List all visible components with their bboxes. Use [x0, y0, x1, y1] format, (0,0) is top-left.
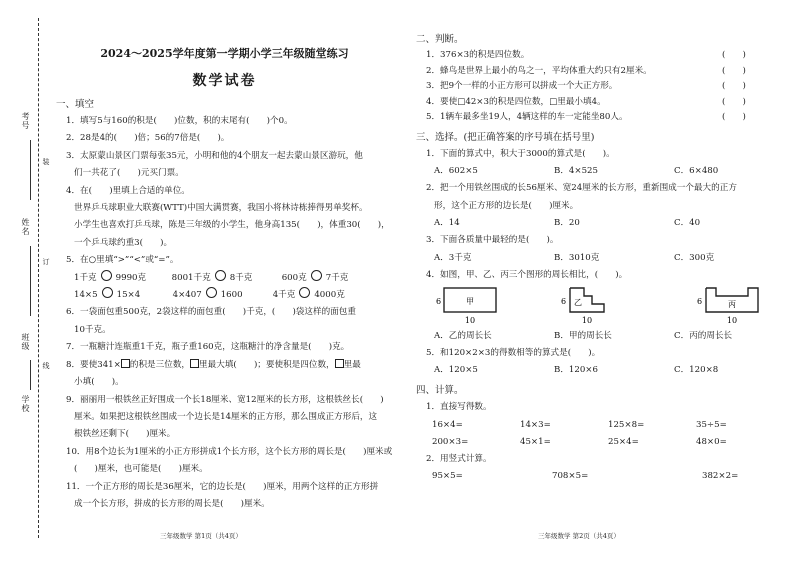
answer-box[interactable]	[121, 359, 130, 368]
margin-label-name: 姓名	[21, 218, 30, 236]
calc-sub-2: 2．用竖式计算。	[426, 453, 492, 464]
margin-write-line	[30, 246, 31, 316]
exam-subject: 数学试卷	[192, 73, 257, 89]
question-10: 10．用8个边长为1厘米的小正方形拼成1个长方形，这个长方形的周长是( )厘米或	[66, 446, 393, 457]
judge-item	[412, 95, 782, 111]
question-8-text: 里最大填( )；要使积是四位数，	[199, 359, 335, 370]
option-a[interactable]: A．3千克	[434, 252, 472, 263]
judge-item	[412, 48, 782, 64]
figure-jia-label: 甲	[466, 297, 474, 306]
compare-right: 1600	[220, 290, 243, 301]
judge-text: 3．把9个一样的小正方形可以拼成一个大正方形。	[426, 81, 618, 92]
question-11: 11．一个正方形的周长是36厘米，它的边长是( )厘米，用两个这样的正方形拼	[66, 481, 379, 492]
figure-bing-label: 丙	[728, 300, 736, 309]
section-heading-fill: 一、填空	[56, 99, 95, 110]
question-3: 3．太原蒙山景区门票每张35元，小明和他的4个朋友一起去蒙山景区游玩，他	[66, 150, 363, 161]
compare-left: 8001千克	[171, 272, 211, 283]
option-b[interactable]: B．4×525	[554, 166, 598, 177]
calc-row-2	[412, 434, 782, 451]
right-column	[412, 28, 782, 485]
judge-paren[interactable]: ( )	[722, 96, 746, 107]
judge-item	[412, 64, 782, 80]
calc-item: 708×5=	[552, 471, 589, 482]
calc-row-1	[412, 417, 782, 434]
question-2: 2．28是4的( )倍；56的7倍是( )。	[66, 133, 230, 144]
compare-left: 600克	[281, 272, 307, 283]
figure-jia-height: 6	[436, 297, 442, 306]
question-7: 7．一瓶糖汁连瓶重1千克，瓶子重160克，这瓶糖汁的净含量是( )克。	[66, 342, 350, 353]
choice-2: 2．把一个用铁丝围成的长56厘米、宽24厘米的长方形，重新围成一个最大的正方	[426, 183, 737, 194]
judge-item	[412, 110, 782, 126]
left-column	[52, 28, 397, 513]
choice-2-cont: 形，这个正方形的边长是( )厘米。	[434, 200, 579, 211]
figure-yi-width: 10	[581, 316, 593, 325]
calc-item: 14×3=	[520, 419, 551, 430]
judge-text: 1．376×3的积是四位数。	[426, 50, 530, 60]
option-a[interactable]: A．602×5	[434, 166, 478, 177]
margin-word: 订	[42, 258, 50, 265]
margin-word: 装	[42, 158, 50, 165]
option-b[interactable]: B．甲的周长长	[554, 331, 612, 341]
option-c[interactable]: C．300克	[674, 252, 715, 263]
option-c[interactable]: C．120×8	[674, 365, 719, 376]
choice-5-options	[412, 362, 782, 379]
compare-right: 9990克	[115, 272, 147, 283]
figure-bing-height: 6	[697, 297, 703, 306]
judge-paren[interactable]: ( )	[722, 50, 746, 60]
calc-item: 48×0=	[696, 436, 727, 447]
margin-label-exam-no: 考号	[21, 112, 30, 130]
compare-row-1	[52, 270, 397, 287]
question-4-text: 世界乒乓球职业大联赛(WTT)中国大满贯赛，我国小将林诗栋捧得男单奖杯。	[74, 203, 368, 214]
judge-paren[interactable]: ( )	[722, 112, 746, 123]
judge-paren[interactable]: ( )	[722, 81, 746, 92]
compare-circle[interactable]	[215, 270, 226, 281]
option-c[interactable]: C．40	[674, 218, 701, 229]
option-a[interactable]: A．乙的周长长	[434, 331, 492, 341]
question-5: 5．在○里填“>”“<”或“=”。	[66, 255, 179, 266]
compare-left: 4×407	[172, 290, 202, 301]
calc-item: 35÷5=	[696, 419, 727, 430]
compare-right: 7千克	[325, 272, 349, 283]
figure-bing	[697, 288, 758, 325]
choice-4-options	[412, 328, 782, 345]
calc-sub-1: 1．直接写得数。	[426, 402, 492, 413]
calc-row-3	[412, 468, 782, 485]
question-3-cont: 们一共花了( )元买门票。	[74, 168, 184, 179]
binding-margin	[0, 0, 48, 562]
compare-circle[interactable]	[101, 270, 112, 281]
judge-paren[interactable]: ( )	[722, 65, 746, 76]
figure-bing-width: 10	[726, 316, 738, 325]
compare-left: 1千克	[74, 272, 97, 283]
perimeter-figures	[434, 284, 782, 328]
option-c[interactable]: C．6×480	[674, 166, 719, 177]
choice-3-options	[412, 250, 782, 267]
question-11-cont: 成一个长方形，拼成的长方形的周长是( )厘米。	[74, 498, 270, 509]
figure-yi	[561, 288, 604, 325]
page-footer-right: 三年级数学 第2页（共4页）	[538, 532, 620, 540]
question-8-text: 8．要使341×	[66, 359, 121, 370]
option-a[interactable]: A．120×5	[434, 365, 478, 376]
cut-line	[38, 18, 39, 538]
compare-left: 4千克	[272, 290, 296, 301]
judge-text: 2．蜂鸟是世界上最小的鸟之一，平均体重大约只有2厘米。	[426, 65, 652, 76]
choice-4: 4．如图，甲、乙、丙三个图形的周长相比，( )。	[426, 269, 628, 280]
choice-5: 5．和120×2×3的得数相等的算式是( )。	[426, 348, 601, 358]
calc-item: 45×1=	[520, 436, 551, 447]
option-b[interactable]: B．120×6	[554, 365, 598, 376]
margin-write-line	[30, 140, 31, 200]
figure-jia-width: 10	[464, 316, 476, 325]
calc-item: 200×3=	[432, 436, 469, 447]
question-9: 9．丽丽用一根铁丝正好围成一个长18厘米、宽12厘米的长方形，这根铁丝长( )	[66, 394, 384, 405]
option-b[interactable]: B．3010克	[554, 252, 600, 263]
section-heading-judge: 二、判断。	[416, 34, 464, 45]
question-6: 6．一袋面包重500克，2袋这样的面包重( )千克，( )袋这样的面包重	[66, 307, 356, 318]
question-8-text: 里最	[343, 359, 361, 370]
option-a[interactable]: A．14	[434, 218, 460, 229]
calc-item: 95×5=	[432, 471, 463, 482]
question-8-text: 的积是三位数，	[129, 359, 191, 370]
judge-item	[412, 79, 782, 95]
compare-left: 14×5	[74, 290, 98, 301]
figures-svg	[434, 284, 774, 328]
answer-box[interactable]	[335, 359, 344, 368]
choice-3: 3．下面各质量中最轻的是( )。	[426, 235, 559, 246]
question-4-text: 小学生也喜欢打乒乓球，陈是三年级的小学生，他身高135( )，体重30( )，	[74, 220, 390, 231]
choice-1: 1．下面的算式中，积大于3000的算式是( )。	[426, 148, 615, 159]
margin-label-class: 班级	[21, 333, 30, 351]
compare-right: 8千克	[229, 272, 253, 283]
figure-jia	[436, 288, 496, 325]
calc-item: 16×4=	[432, 419, 463, 430]
question-10-cont: ( )厘米，也可能是( )厘米。	[74, 464, 208, 475]
judge-text: 4．要使□42×3的积是四位数，□里最小填4。	[426, 96, 606, 107]
choice-2-options	[412, 215, 782, 232]
question-8	[52, 357, 397, 374]
page-footer-left: 三年级数学 第1页（共4页）	[160, 532, 242, 540]
question-9-cont: 厘米。如果把这根铁丝围成一个边长是14厘米的正方形，那么围成正方形后，这	[74, 411, 378, 422]
figure-yi-label: 乙	[574, 298, 582, 307]
margin-label-school: 学校	[21, 395, 30, 413]
question-4: 4．在( )里填上合适的单位。	[66, 185, 190, 196]
option-b[interactable]: B．20	[554, 218, 580, 229]
margin-write-line	[30, 360, 31, 390]
figure-yi-height: 6	[561, 297, 567, 306]
compare-circle[interactable]	[311, 270, 322, 281]
compare-row-2	[52, 287, 397, 304]
choice-1-options	[412, 163, 782, 180]
option-c[interactable]: C．丙的周长长	[674, 331, 733, 341]
compare-circle[interactable]	[299, 287, 310, 298]
exam-title: 2024～2025学年度第一学期小学三年级随堂练习	[100, 47, 349, 60]
calc-item: 125×8=	[608, 419, 645, 430]
compare-right: 4000克	[314, 290, 345, 301]
question-9-cont: 根铁丝还剩下( )厘米。	[74, 429, 176, 440]
judge-text: 5．1辆车最多坐19人，4辆这样的车一定能坐80人。	[426, 112, 628, 123]
question-8-cont: 小填( )。	[74, 377, 124, 388]
margin-word: 线	[42, 362, 50, 369]
calc-item: 382×2=	[702, 471, 739, 482]
compare-right: 15×4	[116, 290, 141, 301]
answer-box[interactable]	[190, 359, 199, 368]
section-heading-calc: 四、计算。	[416, 385, 464, 397]
compare-circle[interactable]	[102, 287, 113, 298]
question-1: 1．填写5与160的积是( )位数，积的末尾有( )个0。	[66, 116, 293, 126]
calc-item: 25×4=	[608, 436, 639, 447]
compare-circle[interactable]	[206, 287, 217, 298]
question-6-cont: 10千克。	[74, 324, 111, 335]
question-4-text: 一个乒乓球约重3( )。	[74, 237, 173, 248]
section-heading-choice: 三、选择。(把正确答案的序号填在括号里)	[416, 131, 595, 143]
